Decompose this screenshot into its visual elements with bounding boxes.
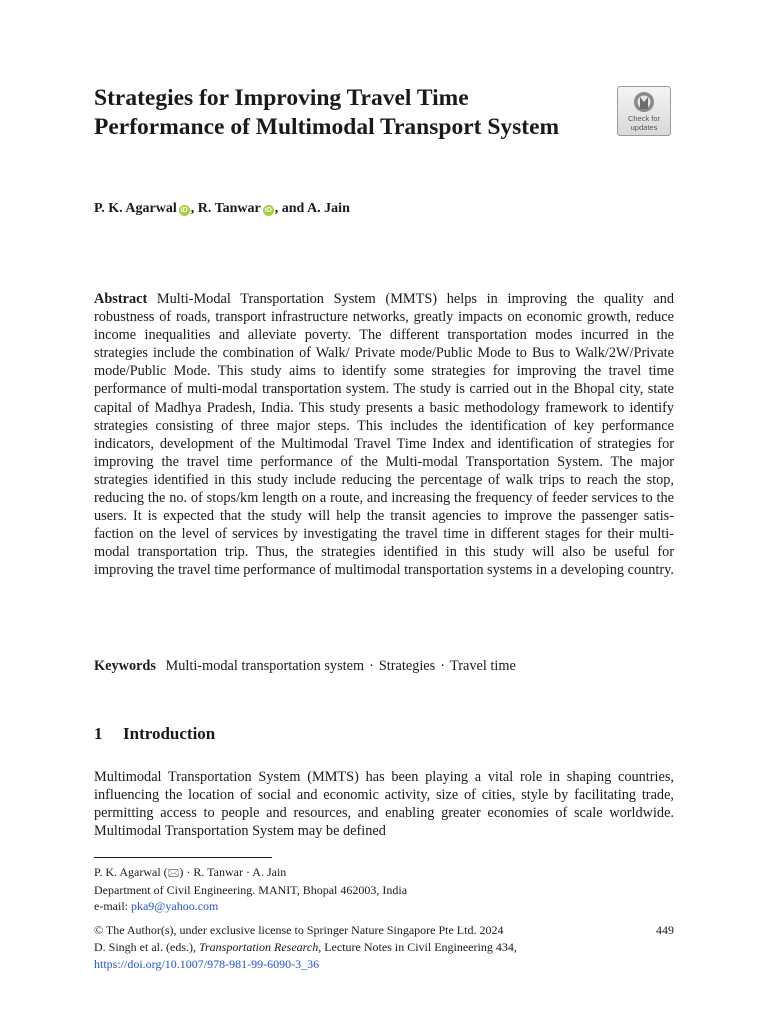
envelope-icon: 🖂	[167, 868, 180, 879]
abstract-label: Abstract	[94, 291, 148, 307]
citation-line: D. Singh et al. (eds.), Transportation Research, Lecture Notes in Civil Engineering 434,	[94, 940, 517, 954]
abstract	[94, 290, 674, 580]
keyword: Travel time	[450, 658, 516, 674]
orcid-icon[interactable]: iD	[264, 207, 272, 214]
email-line: e-mail: pka9@yahoo.com	[94, 899, 219, 913]
department: Department of Civil Engineering. MANIT, Bhopal 462003, India	[94, 883, 408, 897]
author-list: P. K. Agarwal iD , R. Tanwar iD , and A. Jain	[94, 201, 350, 216]
affiliation-block	[94, 864, 674, 914]
keyword: Multi-modal transportation system	[165, 658, 365, 674]
keyword: Strategies	[378, 658, 436, 674]
copyright-block	[94, 922, 674, 973]
book-title: Transportation Research	[198, 940, 319, 954]
section-number: 1	[94, 724, 103, 743]
orcid-icon[interactable]: iD	[180, 207, 188, 214]
email-link[interactable]: pka9@yahoo.com	[130, 899, 219, 913]
check-updates-label: Check for updates	[627, 114, 661, 132]
abstract-text: Multi-Modal Transportation System (MMTS) helps in improving the quality and robustness of roads, transport infrastructure networks, greatly impacts on economic growth, reduce income inequalities and alleviate poverty. The different transportation modes incurred in the strategies include the combination of Walk/ Private mode/Public Mode to Bus to Walk/2W/Private mode/Public Mode. This study aims to identify some strategies for improving the travel time performance of multi-modal transportation system. The study is carried out in the Bhopal city, state capital of Madhya Pradesh, India. This study presents a basic methodology framework to identify strategies consisting of three major steps. This includes the identification of key performance indicators, development of the Multimodal Travel Time Index and identification of strategies for improving the travel time performance of the Multi-modal Transportation System. The major strategies identified in this study include reducing the percentage of walk trips to reach the stop, reducing the no. of stops/km length on a route, and increasing the frequency of feeder services to the users. It is expected that the study will help the transit agencies to improve the passenger satis-faction on the level of services by investigating the travel time in different stages for their multi-modal transportation trip. Thus, the strategies identified in this study will also be useful for improving the travel time performance of multimodal transportation systems in a developing country.	[94, 291, 675, 579]
section-heading	[94, 723, 674, 745]
check-updates-icon	[633, 91, 655, 113]
section-title: Introduction	[123, 724, 216, 743]
page-number: 449	[656, 923, 674, 937]
intro-paragraph: Multimodal Transportation System (MMTS) has been playing a vital role in shaping countries, influencing the location of social and economic activity, size of cities, style by facilitating trade, permitting access to people and resources, and enabling greater economies of scale worldwide. Multimodal Transportation System may be defined	[94, 769, 674, 840]
keywords-label: Keywords	[94, 658, 156, 674]
corresponding-authors: P. K. Agarwal (🖂) · R. Tanwar · A. Jain	[94, 865, 287, 879]
footnote-divider	[94, 857, 272, 858]
check-for-updates-badge[interactable]	[617, 86, 671, 136]
author-name: A. Jain	[307, 201, 350, 216]
author-name: R. Tanwar	[197, 201, 261, 216]
keywords: Keywords Multi-modal transportation system · Strategies · Travel time	[94, 658, 516, 674]
doi-link[interactable]: https://doi.org/10.1007/978-981-99-6090-3_36	[94, 957, 320, 971]
author-name: P. K. Agarwal	[94, 201, 177, 216]
paper-title: Strategies for Improving Travel Time Performance of Multimodal Transport System	[94, 85, 560, 140]
copyright-line: © The Author(s), under exclusive license to Springer Nature Singapore Pte Ltd. 2024	[94, 923, 504, 937]
